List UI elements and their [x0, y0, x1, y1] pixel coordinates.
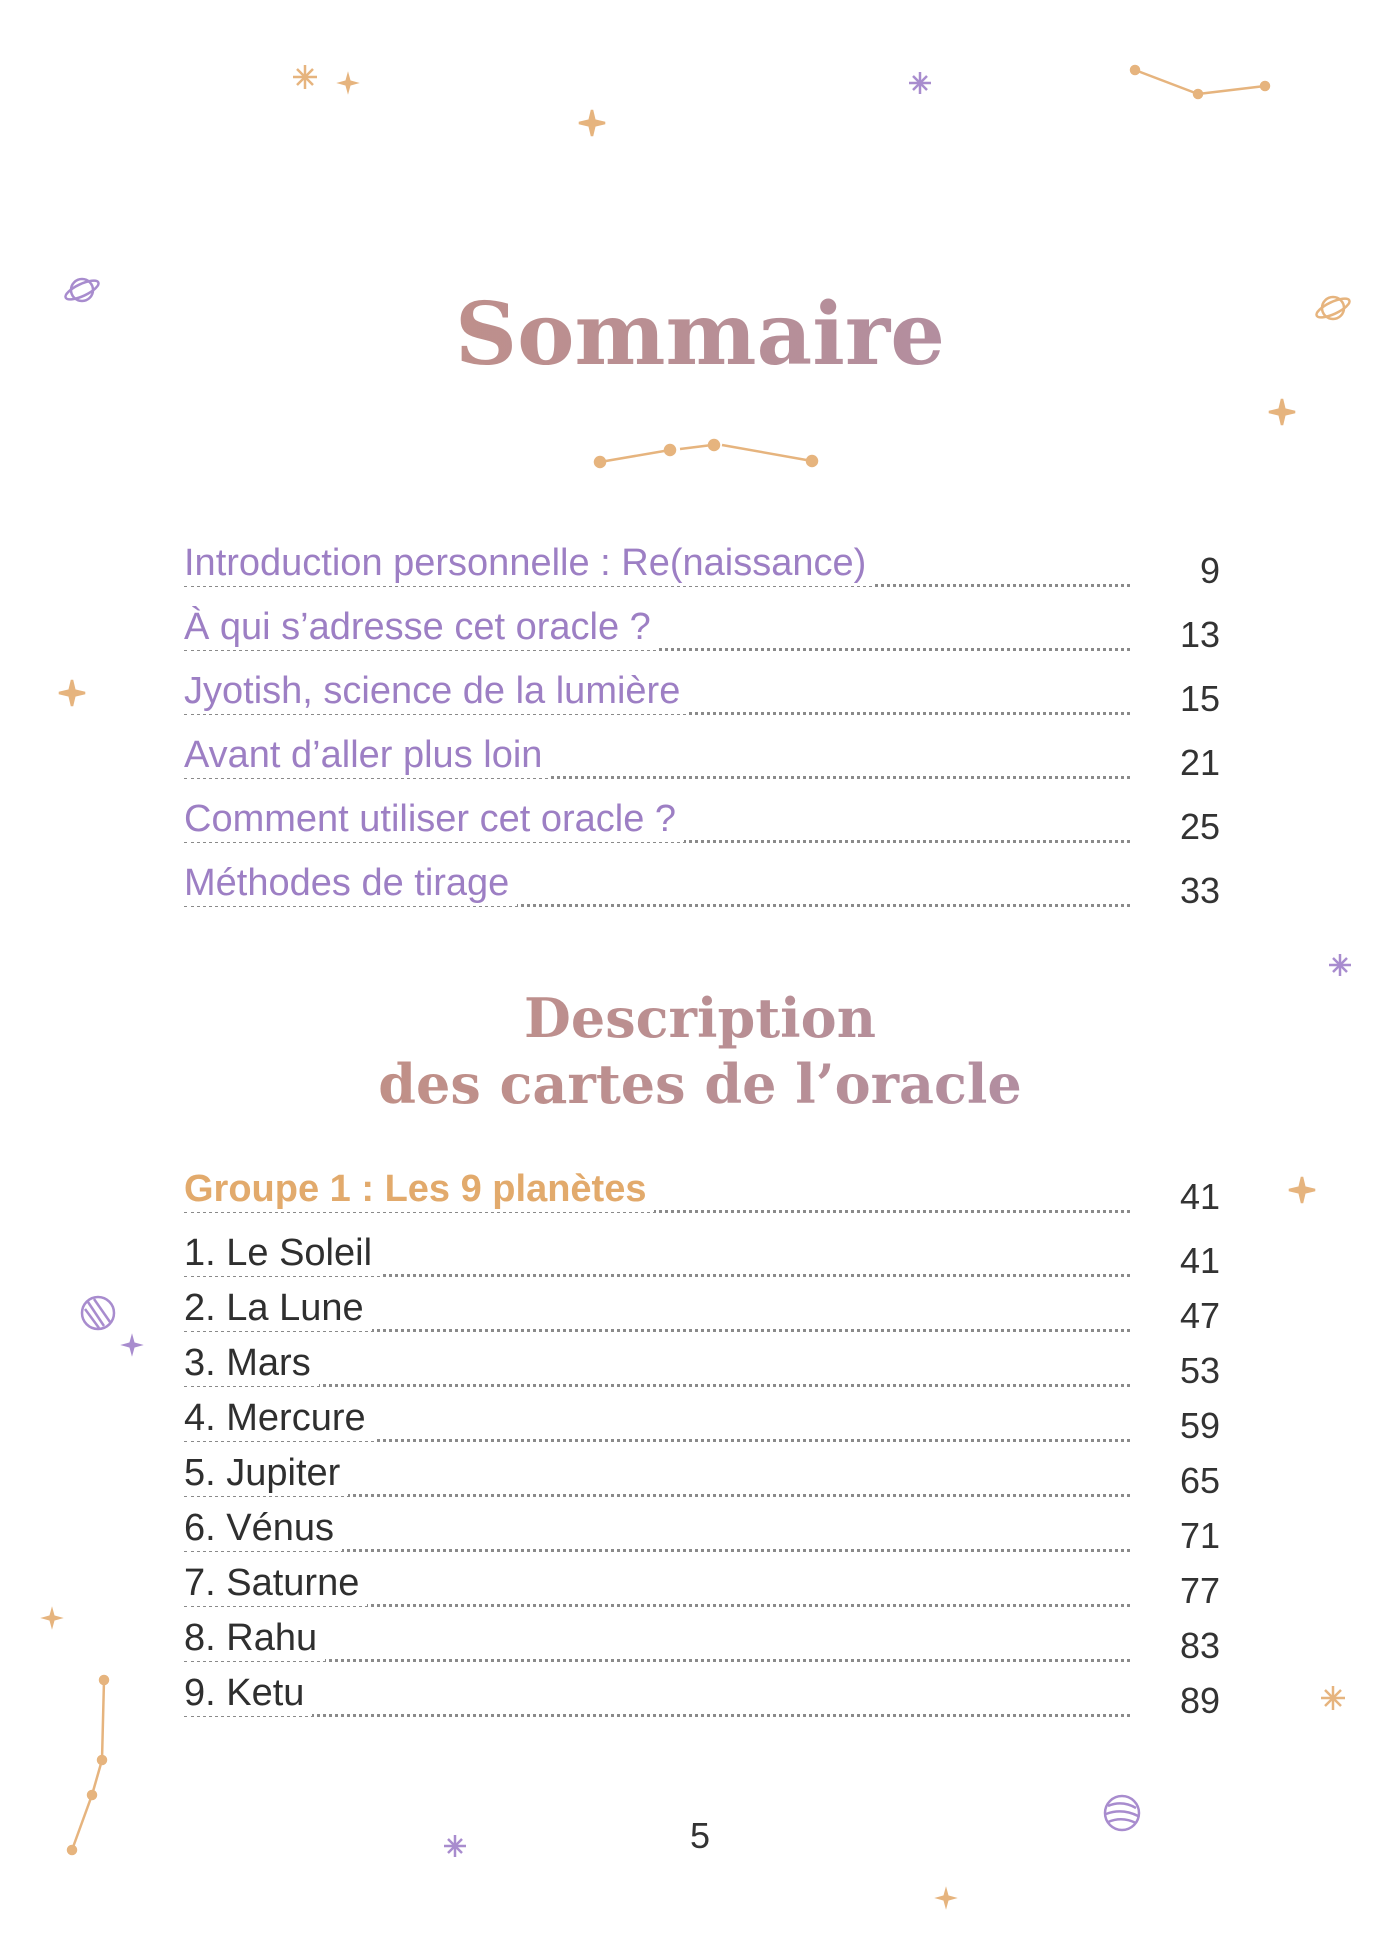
- section-title-line: des cartes de l’oracle: [378, 1052, 1022, 1116]
- toc-entry-label: Comment utiliser cet oracle ?: [184, 796, 684, 842]
- star-icon: [579, 110, 605, 136]
- toc-entry-label: 3. Mars: [184, 1340, 319, 1386]
- sparkle-icon: [1321, 1686, 1345, 1710]
- toc-entry-label: 9. Ketu: [184, 1670, 312, 1716]
- constellation-icon: [595, 440, 817, 467]
- toc-entry[interactable]: [184, 1670, 1220, 1730]
- section-title: [0, 985, 1400, 1117]
- toc-entry-label: Introduction personnelle : Re(naissance): [184, 540, 874, 586]
- star-icon: [939, 1891, 953, 1905]
- section-title-line: Description: [524, 986, 876, 1050]
- toc-entry-page: 21: [1179, 742, 1220, 783]
- sparkle-icon: [909, 72, 931, 94]
- toc-entry[interactable]: [184, 1395, 1220, 1455]
- toc-entry-page: 13: [1179, 614, 1220, 655]
- toc-entry[interactable]: [184, 540, 1220, 600]
- toc-entry-page: 15: [1179, 678, 1220, 719]
- constellation-icon: [1131, 66, 1269, 98]
- toc-group-label: Groupe 1 : Les 9 planètes: [184, 1166, 654, 1212]
- sparkle-icon: [293, 65, 317, 89]
- toc-entry-page: 9: [1199, 550, 1220, 591]
- page-number: 5: [689, 1815, 711, 1856]
- toc-entry[interactable]: [184, 1615, 1220, 1675]
- toc-entry[interactable]: [184, 860, 1220, 920]
- toc-entry-label: 2. La Lune: [184, 1285, 372, 1331]
- toc-entry-label: 4. Mercure: [184, 1395, 374, 1441]
- dot-leader: [184, 1615, 1130, 1662]
- toc-entry-page: 89: [1179, 1680, 1220, 1721]
- toc-group-page: 41: [1179, 1176, 1220, 1217]
- star-icon: [341, 76, 355, 90]
- dot-leader: [184, 1670, 1130, 1717]
- toc-entry-label: À qui s’adresse cet oracle ?: [184, 604, 659, 650]
- sparkle-icon: [1329, 954, 1351, 976]
- toc-entry[interactable]: [184, 1450, 1220, 1510]
- toc-entry-label: 8. Rahu: [184, 1615, 325, 1661]
- star-icon: [1289, 1177, 1315, 1203]
- star-icon: [59, 680, 85, 706]
- toc-entry[interactable]: [184, 1560, 1220, 1620]
- toc-entry-page: 53: [1179, 1350, 1220, 1391]
- star-icon: [45, 1611, 59, 1625]
- toc-entry-page: 33: [1179, 870, 1220, 911]
- toc-entry-page: 71: [1179, 1515, 1220, 1556]
- dot-leader: [184, 1340, 1130, 1387]
- toc-entry-label: 6. Vénus: [184, 1505, 342, 1551]
- toc-entry[interactable]: [184, 796, 1220, 856]
- toc-entry[interactable]: [184, 604, 1220, 664]
- star-icon: [1269, 399, 1295, 425]
- toc-entry-page: 77: [1179, 1570, 1220, 1611]
- planet-icon: [82, 1297, 114, 1329]
- toc-entry-label: Méthodes de tirage: [184, 860, 517, 906]
- toc-entry-page: 59: [1179, 1405, 1220, 1446]
- star-icon: [125, 1338, 139, 1352]
- toc-entry[interactable]: [184, 1505, 1220, 1565]
- toc-entry[interactable]: [184, 1285, 1220, 1345]
- toc-entry[interactable]: [184, 732, 1220, 792]
- toc-entry-label: 5. Jupiter: [184, 1450, 348, 1496]
- toc-group-entry[interactable]: [184, 1166, 1220, 1226]
- toc-entry-page: 47: [1179, 1295, 1220, 1336]
- page-title: Sommaire: [0, 285, 1400, 385]
- toc-entry-label: Jyotish, science de la lumière: [184, 668, 688, 714]
- toc-entry[interactable]: [184, 668, 1220, 728]
- toc-entry-page: 41: [1179, 1240, 1220, 1281]
- toc-entry-label: 1. Le Soleil: [184, 1230, 380, 1276]
- toc-entry-page: 83: [1179, 1625, 1220, 1666]
- toc-entry-page: 25: [1179, 806, 1220, 847]
- toc-entry[interactable]: [184, 1230, 1220, 1290]
- toc-entry[interactable]: [184, 1340, 1220, 1400]
- toc-entry-label: 7. Saturne: [184, 1560, 367, 1606]
- toc-entry-page: 65: [1179, 1460, 1220, 1501]
- toc-entry-label: Avant d’aller plus loin: [184, 732, 550, 778]
